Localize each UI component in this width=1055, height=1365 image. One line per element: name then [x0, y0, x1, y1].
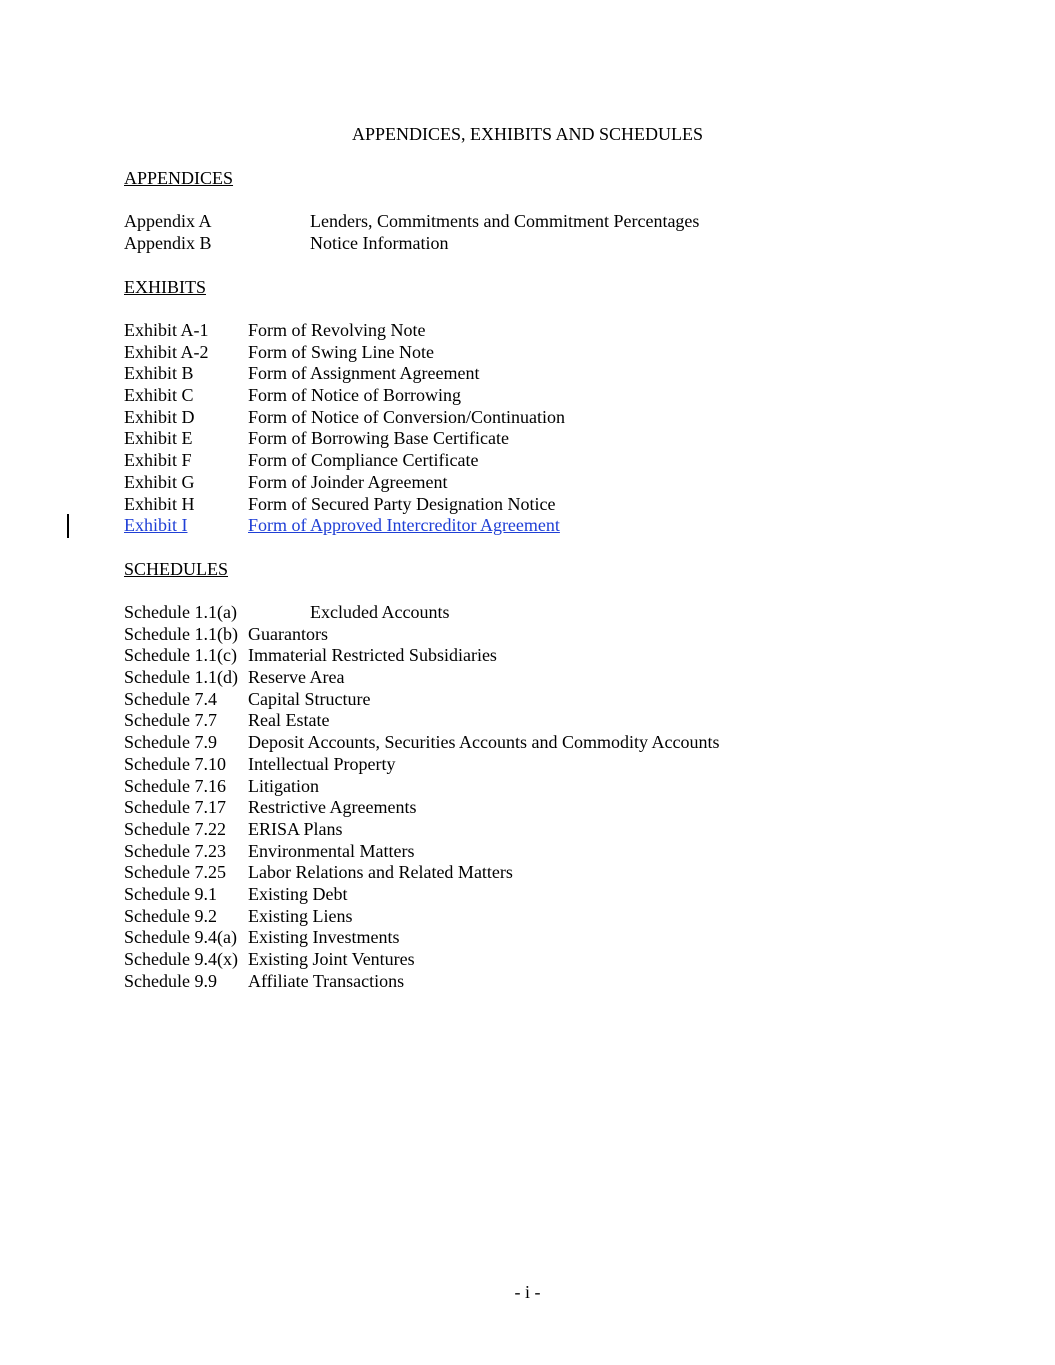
list-item: [124, 710, 330, 732]
list-item: [124, 688, 371, 711]
list-item: [124, 493, 556, 516]
exhibit-title: Form of Borrowing Base Certificate: [248, 428, 509, 449]
schedule-title: Excluded Accounts: [310, 602, 450, 622]
list-item: [124, 515, 560, 537]
schedule-title: Existing Debt: [248, 883, 348, 904]
exhibit-code: Exhibit G: [124, 471, 195, 492]
list-item: [124, 645, 497, 667]
schedule-title: Existing Liens: [248, 905, 353, 926]
list-item: [124, 385, 461, 407]
list-item: [124, 232, 449, 255]
schedule-code: Schedule 7.25: [124, 862, 226, 883]
exhibits-heading: EXHIBITS: [124, 277, 206, 297]
page-title: APPENDICES, EXHIBITS AND SCHEDULES: [351, 124, 704, 144]
list-item: [124, 211, 700, 233]
schedule-code: Schedule 7.10: [124, 753, 226, 774]
schedule-code: Schedule 1.1(b): [124, 623, 238, 644]
schedule-code: Schedule 1.1(c): [124, 645, 237, 666]
schedule-title: ERISA Plans: [248, 818, 343, 839]
list-item: [124, 471, 448, 494]
exhibit-code: Exhibit D: [124, 406, 195, 427]
revision-bar: [67, 514, 69, 538]
appendices-list: [124, 211, 700, 254]
list-item: [124, 927, 400, 949]
list-item: [124, 602, 450, 624]
exhibit-i-link[interactable]: Exhibit I: [124, 515, 188, 536]
exhibit-title: Form of Revolving Note: [248, 320, 426, 340]
schedule-title: Labor Relations and Related Matters: [248, 862, 513, 883]
list-item: [124, 363, 480, 385]
list-item: [124, 341, 434, 364]
schedule-title: Litigation: [248, 775, 319, 796]
schedule-title: Environmental Matters: [248, 840, 415, 861]
schedule-title: Capital Structure: [248, 688, 371, 709]
schedule-code: Schedule 9.9: [124, 970, 217, 991]
schedule-code: Schedule 7.17: [124, 797, 226, 818]
exhibits-list: [124, 320, 565, 537]
exhibit-code: Exhibit F: [124, 450, 192, 471]
exhibit-code: Exhibit H: [124, 493, 195, 514]
list-item: [124, 753, 396, 776]
schedule-title: Intellectual Property: [248, 753, 396, 774]
exhibit-code: Exhibit B: [124, 363, 194, 384]
list-item: [124, 406, 565, 429]
list-item: [124, 775, 319, 798]
appendix-title: Notice Information: [310, 232, 449, 253]
list-item: [124, 818, 343, 841]
appendix-code: Appendix A: [124, 211, 212, 231]
exhibit-title: Form of Joinder Agreement: [248, 471, 448, 492]
list-item: [124, 949, 415, 971]
schedule-title: Affiliate Transactions: [248, 970, 405, 991]
appendices-heading: APPENDICES: [124, 168, 234, 188]
schedule-title: Real Estate: [248, 710, 330, 731]
list-item: [124, 862, 513, 884]
exhibit-code: Exhibit C: [124, 385, 194, 406]
exhibit-title: Form of Secured Party Designation Notice: [248, 493, 556, 514]
list-item: [124, 667, 345, 689]
schedule-title: Existing Joint Ventures: [248, 949, 415, 969]
schedule-code: Schedule 7.22: [124, 818, 226, 839]
schedule-code: Schedule 9.4(x): [124, 949, 238, 969]
list-item: [124, 797, 417, 819]
schedule-code: Schedule 7.9: [124, 732, 217, 753]
schedule-code: Schedule 9.2: [124, 905, 217, 926]
list-item: [124, 732, 720, 754]
schedules-list: [124, 602, 720, 992]
exhibit-code: Exhibit A-2: [124, 341, 209, 362]
schedule-code: Schedule 7.16: [124, 775, 226, 796]
exhibit-title: Form of Notice of Borrowing: [248, 385, 461, 406]
list-item: [124, 840, 415, 863]
exhibit-code: Exhibit A-1: [124, 320, 209, 340]
schedule-code: Schedule 9.1: [124, 883, 217, 904]
schedule-code: Schedule 7.4: [124, 688, 217, 709]
schedule-code: Schedule 1.1(a): [124, 602, 237, 622]
appendix-title: Lenders, Commitments and Commitment Percentages: [310, 211, 700, 231]
schedule-title: Restrictive Agreements: [248, 797, 417, 818]
list-item: [124, 905, 353, 928]
exhibit-title: Form of Assignment Agreement: [248, 363, 480, 384]
schedule-code: Schedule 1.1(d): [124, 667, 238, 688]
list-item: [124, 428, 509, 450]
schedule-title: Reserve Area: [248, 667, 345, 688]
schedule-title: Guarantors: [248, 623, 328, 644]
schedule-code: Schedule 7.7: [124, 710, 217, 731]
exhibit-title: Form of Compliance Certificate: [248, 450, 479, 471]
appendix-code: Appendix B: [124, 232, 212, 253]
list-item: [124, 450, 479, 472]
list-item: [124, 320, 426, 342]
list-item: [124, 970, 405, 993]
schedule-title: Existing Investments: [248, 927, 400, 948]
schedule-title: Immaterial Restricted Subsidiaries: [248, 645, 497, 666]
schedule-code: Schedule 7.23: [124, 840, 226, 861]
schedule-code: Schedule 9.4(a): [124, 927, 237, 948]
exhibit-title: Form of Notice of Conversion/Continuation: [248, 406, 565, 427]
exhibit-code: Exhibit E: [124, 428, 193, 449]
list-item: [124, 623, 328, 646]
page-number: - i -: [514, 1282, 541, 1302]
list-item: [124, 883, 348, 906]
exhibit-title: Form of Swing Line Note: [248, 341, 434, 362]
schedules-heading: SCHEDULES: [124, 559, 229, 579]
schedule-title: Deposit Accounts, Securities Accounts and Commodity Accounts: [248, 732, 720, 753]
intercreditor-agreement-link[interactable]: Form of Approved Intercreditor Agreement: [248, 515, 560, 536]
